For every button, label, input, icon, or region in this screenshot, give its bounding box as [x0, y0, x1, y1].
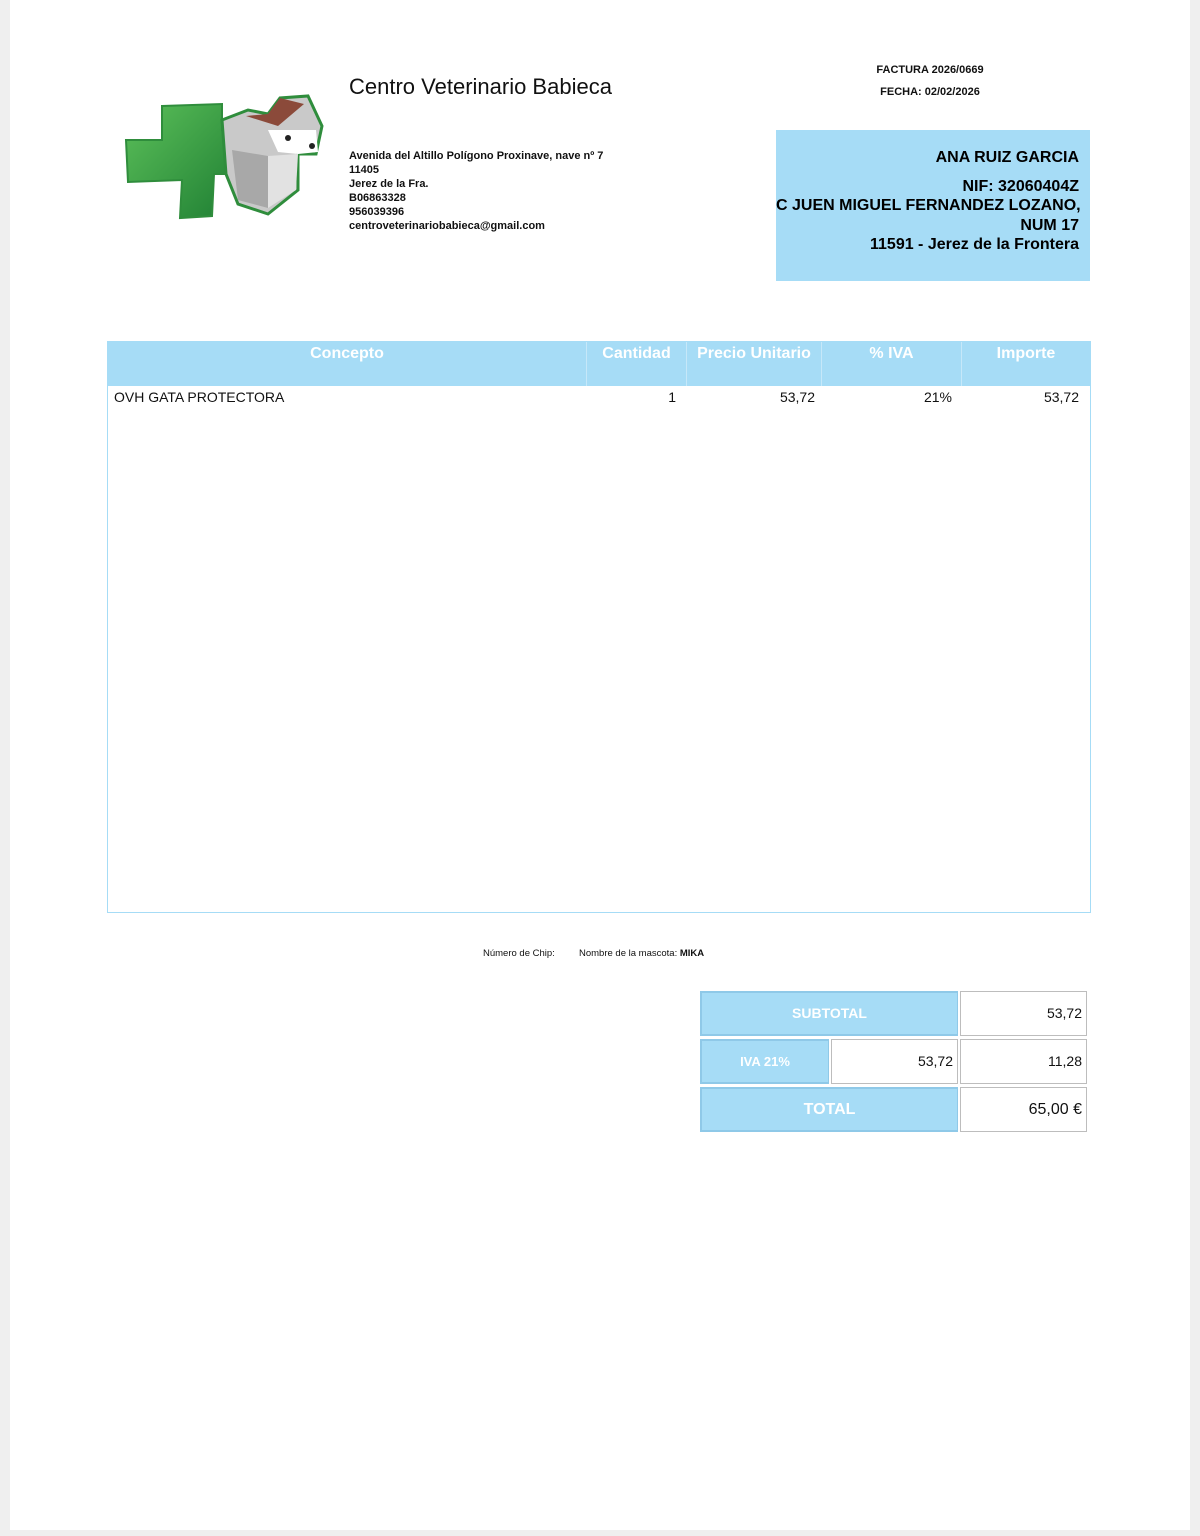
header-concepto: Concepto — [108, 342, 587, 386]
row-cantidad: 1 — [668, 389, 676, 405]
items-table-header — [108, 342, 1090, 386]
pet-name — [579, 948, 704, 959]
clinic-address: Avenida del Altillo Polígono Proxinave, nave nº 7 — [349, 150, 604, 162]
clinic-logo — [118, 90, 330, 228]
table-row — [108, 386, 1090, 410]
row-iva: 21% — [923, 389, 952, 405]
chip-label: Número de Chip: — [483, 948, 555, 959]
clinic-phone: 956039396 — [349, 206, 405, 218]
clinic-info — [349, 149, 603, 233]
row-precio-unitario: 53,72 — [779, 389, 815, 405]
header-precio-unitario: Precio Unitario — [687, 342, 822, 386]
clinic-tax-id: B06863328 — [349, 192, 406, 204]
clinic-name: Centro Veterinario Babieca — [349, 74, 612, 99]
header-iva: % IVA — [822, 342, 962, 386]
subtotal-label: SUBTOTAL — [700, 991, 958, 1036]
row-importe: 53,72 — [1043, 389, 1079, 405]
invoice-date: FECHA: 02/02/2026 — [880, 86, 980, 98]
invoice-number: FACTURA 2026/0669 — [876, 64, 984, 76]
client-nif: NIF: 32060404Z — [962, 177, 1079, 195]
pet-name-label: Nombre de la mascota: — [579, 948, 678, 959]
iva-value: 11,28 — [960, 1039, 1087, 1084]
iva-base-value: 53,72 — [831, 1039, 958, 1084]
subtotal-value: 53,72 — [960, 991, 1087, 1036]
client-box — [776, 130, 1090, 281]
client-city-line: 11591 - Jerez de la Frontera — [870, 236, 1079, 253]
header-importe: Importe — [996, 345, 1056, 362]
clinic-email: centroveterinariobabieca@gmail.com — [349, 220, 545, 232]
clinic-postal-code: 11405 — [349, 164, 379, 176]
client-address-line2: NUM 17 — [1020, 216, 1079, 234]
iva-label: IVA 21% — [700, 1039, 829, 1084]
total-value: 65,00 € — [960, 1087, 1087, 1132]
total-label: TOTAL — [700, 1087, 958, 1132]
row-concepto: OVH GATA PROTECTORA — [114, 389, 285, 405]
header-cantidad: Cantidad — [587, 342, 687, 386]
items-table — [107, 341, 1091, 913]
clinic-city: Jerez de la Fra. — [349, 178, 429, 190]
client-address-line1: C JUEN MIGUEL FERNANDEZ LOZANO, — [776, 197, 1081, 214]
client-name: ANA RUIZ GARCIA — [935, 149, 1079, 166]
pet-name-value: MIKA — [679, 948, 705, 959]
